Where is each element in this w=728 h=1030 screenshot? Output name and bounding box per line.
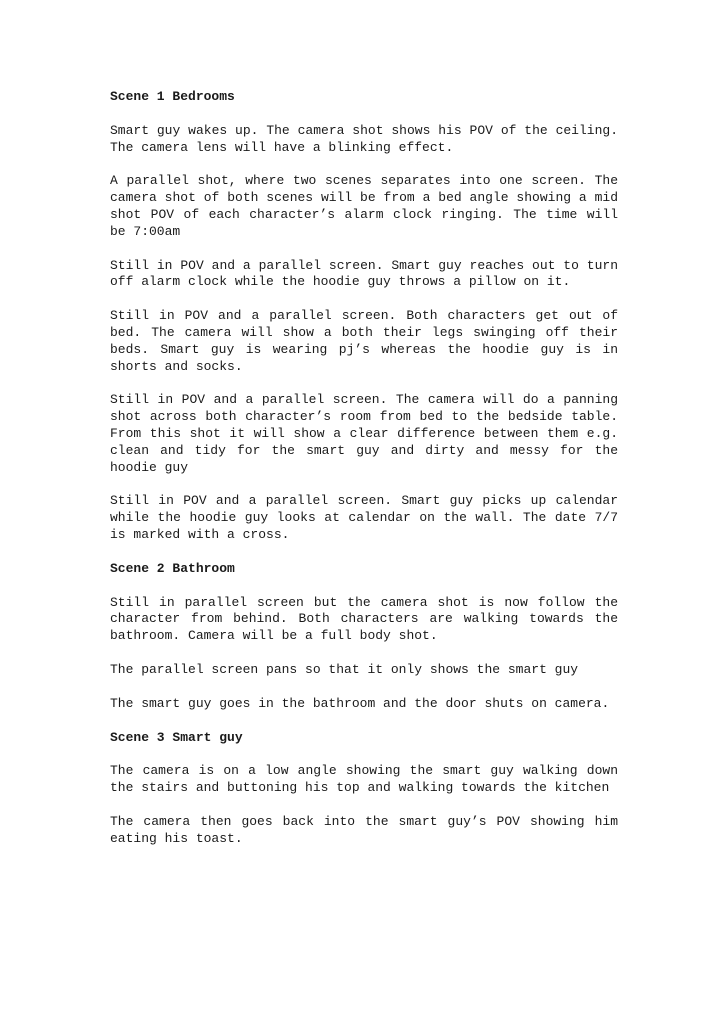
paragraph: The camera then goes back into the smart guy’s POV showing him eating his toast.: [110, 813, 618, 846]
paragraph: Still in parallel screen but the camera shot is now follow the character from behind. Both characters are walking towards the bathroom. Camera will be a full body shot.: [110, 594, 618, 644]
paragraph: Still in POV and a parallel screen. Both characters get out of bed. The camera will show a both their legs swinging off their beds. Smart guy is wearing pj’s whereas the hoodie guy is in shorts and socks.: [110, 308, 618, 374]
paragraph: Still in POV and a parallel screen. The camera will do a panning shot across both character’s room from bed to the bedside table. From this shot it will show a clear difference between them e.g. clean and tidy for the smart guy and dirty and messy for the hoodie guy: [110, 392, 618, 475]
paragraph: Smart guy wakes up. The camera shot shows his POV of the ceiling. The camera lens will have a blinking effect.: [110, 122, 618, 155]
scene-heading: Scene 2 Bathroom: [110, 560, 235, 576]
scene-heading: Scene 3 Smart guy: [110, 729, 243, 745]
scene-heading: Scene 1 Bedrooms: [110, 89, 235, 104]
paragraph: The camera is on a low angle showing the smart guy walking down the stairs and buttoning his top and walking towards the kitchen: [110, 763, 618, 796]
paragraph: A parallel shot, where two scenes separates into one screen. The camera shot of both scenes will be from a bed angle showing a mid shot POV of each character’s alarm clock ringing. The time will be 7:00am: [110, 173, 618, 239]
document-page: [110, 89, 618, 848]
paragraph: The smart guy goes in the bathroom and the door shuts on camera.: [110, 695, 610, 711]
paragraph: Still in POV and a parallel screen. Smart guy reaches out to turn off alarm clock while the hoodie guy throws a pillow on it.: [110, 257, 618, 290]
paragraph: The parallel screen pans so that it only shows the smart guy: [110, 661, 579, 677]
paragraph: Still in POV and a parallel screen. Smart guy picks up calendar while the hoodie guy looks at calendar on the wall. The date 7/7 is marked with a cross.: [110, 493, 618, 542]
